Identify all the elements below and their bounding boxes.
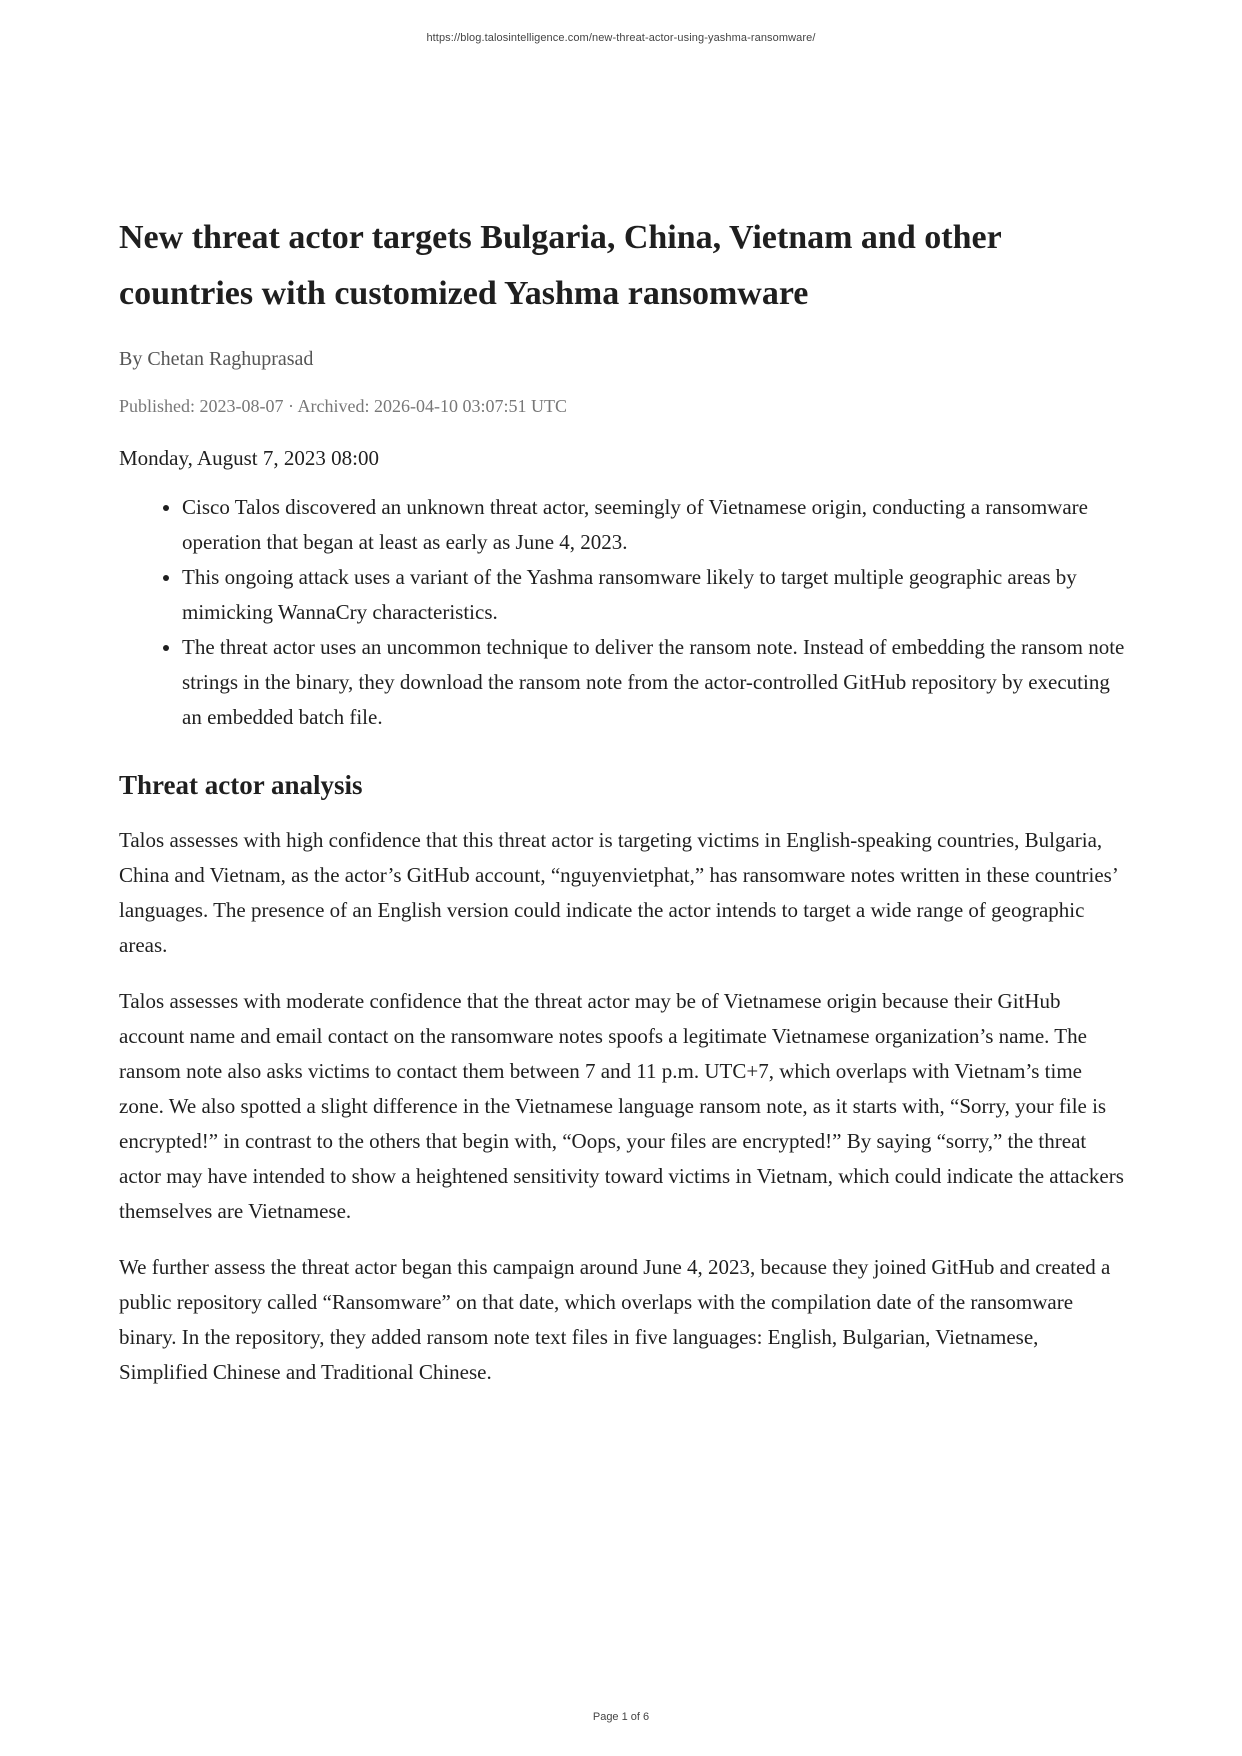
article-date: Monday, August 7, 2023 08:00 [119, 446, 379, 470]
highlight-item: • Cisco Talos discovered an unknown threat actor, seemingly of Vietnamese origin, conducting a ransomware operation that began at least as early as June 4, 2023. [182, 490, 1129, 560]
page-number: Page 1 of 6 [592, 1711, 650, 1723]
article-meta: Published: 2023-08-07 · Archived: 2026-04-10 03:07:51 UTC [119, 396, 567, 416]
body-paragraph: We further assess the threat actor began this campaign around June 4, 2023, because they joined GitHub and created a public repository called “Ransomware” on that date, which overlaps with the compilation date of the ransomware binary. In the repository, they added ransom note text files in five languages: English, Bulgarian, Vietnamese, Simplified Chinese and Traditional Chinese. [119, 1255, 1111, 1384]
article-title: New threat actor targets Bulgaria, China, Vietnam and other countries with customized Yashma ransomware [119, 219, 1002, 312]
body-paragraph: Talos assesses with moderate confidence that the threat actor may be of Vietnamese origin because their GitHub account name and email contact on the ransomware notes spoofs a legitimate Vietnamese organization’s name. The ransom note also asks victims to contact them between 7 and 11 p.m. UTC+7, which overlaps with Vietnam’s time zone. We also spotted a slight difference in the Vietnamese language ransom note, as it starts with, “Sorry, your file is encrypted!” in contrast to the others that begin with, “Oops, your files are encrypted!” By saying “sorry,” the threat actor may have intended to show a heightened sensitivity toward victims in Vietnam, which could indicate the attackers themselves are Vietnamese. [119, 989, 1124, 1223]
section-heading: Threat actor analysis [119, 770, 363, 800]
highlights-list [119, 490, 1129, 735]
body-paragraph: Talos assesses with high confidence that this threat actor is targeting victims in English-speaking countries, Bulgaria, China and Vietnam, as the actor’s GitHub account, “nguyenvietphat,” has ransomware notes written in these countries’ languages. The presence of an English version could indicate the actor intends to target a wide range of geographic areas. [119, 828, 1118, 957]
page-url-header: https://blog.talosintelligence.com/new-threat-actor-using-yashma-ransomware/ [426, 32, 816, 44]
highlight-item: • This ongoing attack uses a variant of the Yashma ransomware likely to target multiple geographic areas by mimicking WannaCry characteristics. [182, 560, 1129, 630]
article [119, 210, 1129, 1390]
highlight-item: • The threat actor uses an uncommon technique to deliver the ransom note. Instead of embedding the ransom note strings in the binary, they download the ransom note from the actor-controlled GitHub repository by executing an embedded batch file. [182, 630, 1129, 735]
article-byline: By Chetan Raghuprasad [119, 348, 314, 370]
